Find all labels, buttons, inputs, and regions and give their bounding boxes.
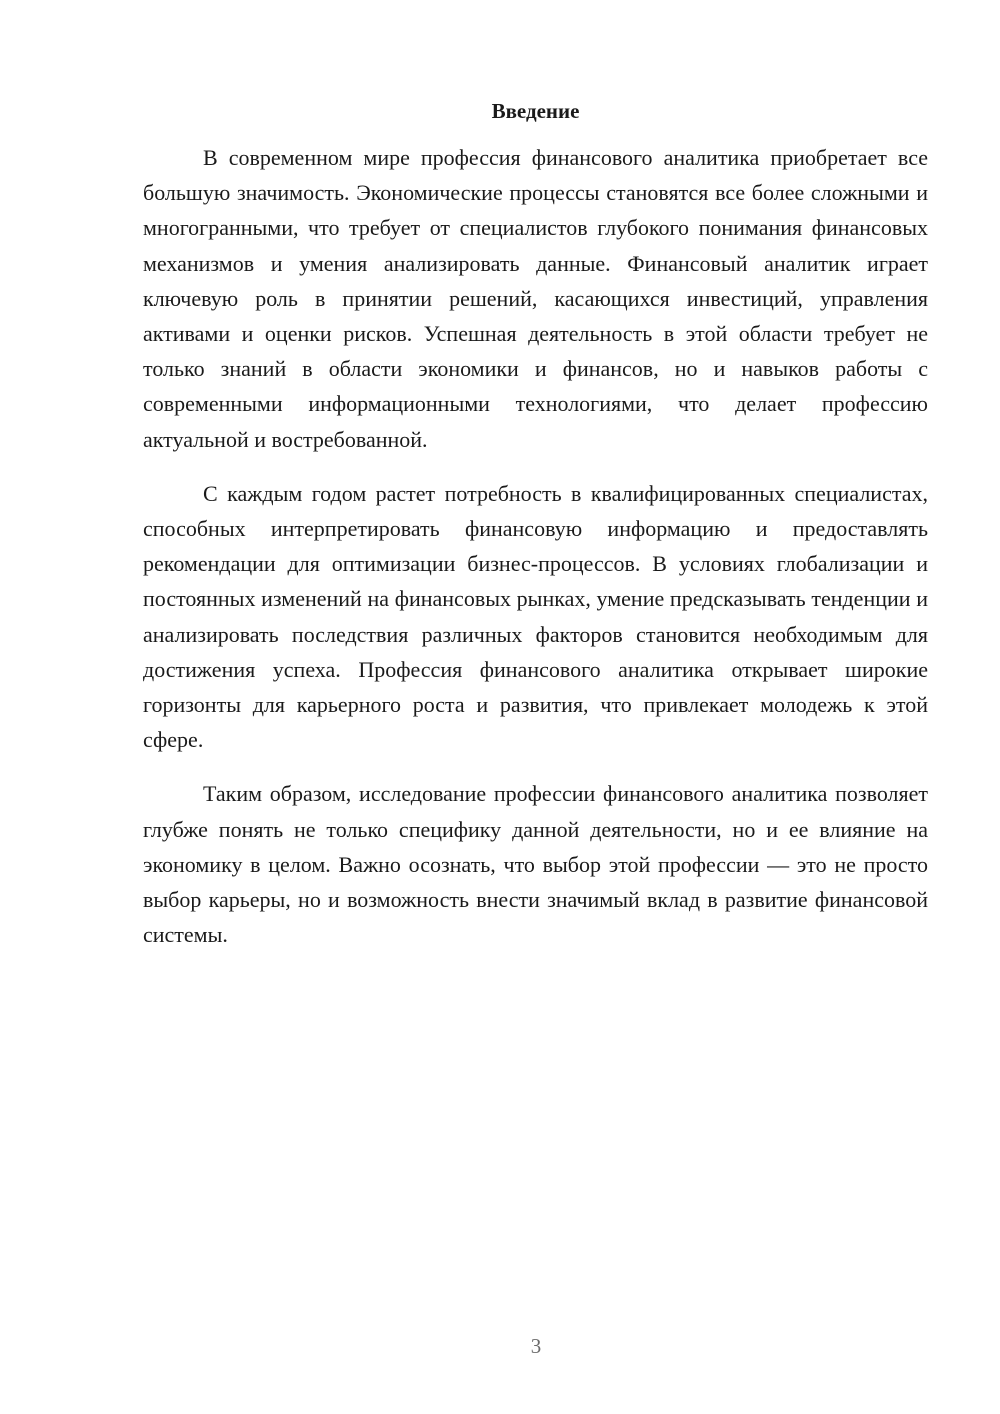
section-title: Введение: [491, 99, 580, 123]
page-content: [143, 96, 928, 971]
paragraph-1: В современном мире профессия финансового аналитика приобретает все большую значимость. Экономические процессы становятся все более сложными и многогранными, что требует от специалистов глубокого понимания финансовых механизмов и умения анализировать данные. Финансовый аналитик играет ключевую роль в принятии решений, касающихся инвестиций, управления активами и оценки рисков. Успешная деятельность в этой области требует не только знаний в области экономики и финансов, но и навыков работы с современными информационными технологиями, что делает профессию актуальной и востребованной.: [143, 145, 928, 452]
paragraph-3: Таким образом, исследование профессии финансового аналитика позволяет глубже понять не только специфику данной деятельности, но и ее влияние на экономику в целом. Важно осознать, что выбор этой профессии — это не просто выбор карьеры, но и возможность внести значимый вклад в развитие финансовой системы.: [143, 781, 928, 948]
paragraph-2: С каждым годом растет потребность в квалифицированных специалистах, способных интерпретировать финансовую информацию и предоставлять рекомендации для оптимизации бизнес-процессов. В условиях глобализации и постоянных изменений на финансовых рынках, умение предсказывать тенденции и анализировать последствия различных факторов становится необходимым для достижения успеха. Профессия финансового аналитика открывает широкие горизонты для карьерного роста и развития, что привлекает молодежь к этой сфере.: [143, 480, 928, 753]
page-number: 3: [530, 1334, 542, 1358]
